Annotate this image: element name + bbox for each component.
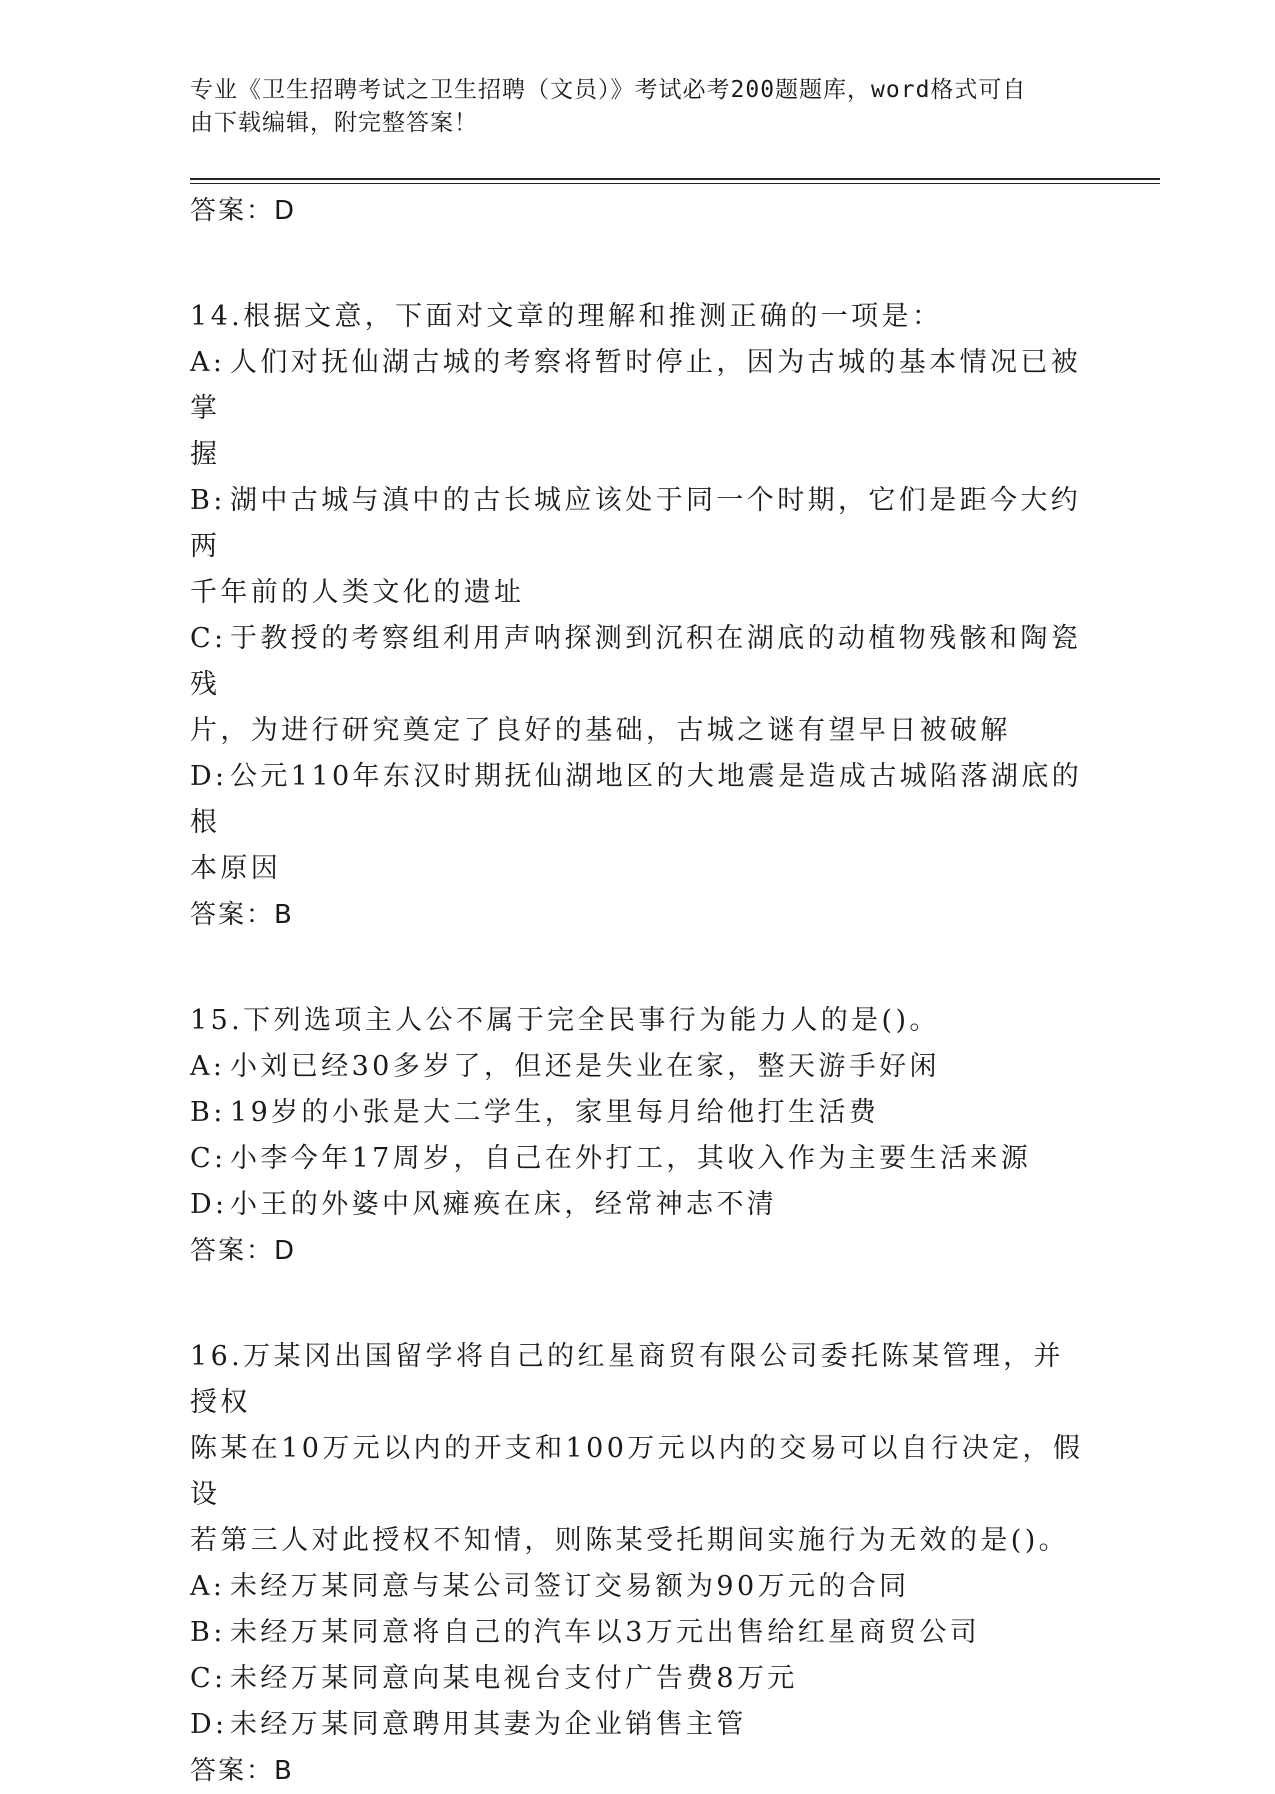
option-label: C: [190,623,227,654]
question-stem: 14.根据文意，下面对文章的理解和推测正确的一项是： [190,301,943,332]
option-label: D: [190,1189,228,1220]
option-text: 公元110年东汉时期抚仙湖地区的大地震是造成古城陷落湖底的根 [190,761,1083,838]
option-text: 小王的外婆中风瘫痪在床，经常神志不清 [230,1189,778,1220]
option-a [190,1564,1090,1610]
option-label: D: [190,1709,228,1740]
option-label: B: [190,1617,226,1648]
option-text: 19岁的小张是大二学生，家里每月给他打生活费 [230,1097,880,1128]
option-b-line-1 [190,478,1090,570]
header-divider [190,178,1160,180]
option-label: A: [190,347,226,378]
option-a-line-2: 握 [190,439,221,470]
option-text: 于教授的考察组利用声呐探测到沉积在湖底的动植物残骸和陶瓷残 [190,623,1082,700]
option-text: 未经万某同意将自己的汽车以3万元出售给红星商贸公司 [230,1617,981,1648]
question-14 [190,294,1090,938]
option-label: B: [190,485,226,516]
option-c [190,1136,1090,1182]
option-d [190,1702,1090,1748]
option-label: C: [190,1663,227,1694]
option-c [190,1656,1090,1702]
question-stem-line-2: 陈某在10万元以内的开支和100万元以内的交易可以自行决定，假设 [190,1433,1084,1510]
previous-answer: 答案：D [190,196,297,226]
document-header [190,74,1070,140]
answer: 答案：B [190,900,294,930]
option-c-line-2: 片，为进行研究奠定了良好的基础，古城之谜有望早日被破解 [190,715,1011,746]
question-stem: 15.下列选项主人公不属于完全民事行为能力人的是()。 [190,1005,940,1036]
option-d [190,1182,1090,1228]
option-text: 湖中古城与滇中的古长城应该处于同一个时期，它们是距今大约两 [190,485,1082,562]
answer: 答案：B [190,1756,294,1786]
option-label: C: [190,1143,227,1174]
option-a [190,1044,1090,1090]
option-label: A: [190,1051,226,1082]
document-body [190,188,1090,1794]
option-label: B: [190,1097,226,1128]
question-16 [190,1334,1090,1794]
option-text: 未经万某同意与某公司签订交易额为90万元的合同 [230,1571,910,1602]
option-label: A: [190,1571,226,1602]
question-stem-line-1: 16.万某冈出国留学将自己的红星商贸有限公司委托陈某管理，并授权 [190,1341,1064,1418]
option-b [190,1610,1090,1656]
option-label: D: [190,761,228,792]
option-a-line-1 [190,340,1090,432]
question-15 [190,998,1090,1274]
option-text: 未经万某同意聘用其妻为企业销售主管 [230,1709,747,1740]
option-d-line-2: 本原因 [190,853,282,884]
answer: 答案：D [190,1236,297,1266]
option-text: 小刘已经30多岁了，但还是失业在家，整天游手好闲 [230,1051,940,1082]
header-line-2: 由下载编辑，附完整答案！ [190,110,478,136]
option-b-line-2: 千年前的人类文化的遗址 [190,577,525,608]
option-b [190,1090,1090,1136]
option-text: 人们对抚仙湖古城的考察将暂时停止，因为古城的基本情况已被掌 [190,347,1082,424]
option-text: 未经万某同意向某电视台支付广告费8万元 [230,1663,798,1694]
option-d-line-1 [190,754,1090,846]
question-stem-line-3: 若第三人对此授权不知情，则陈某受托期间实施行为无效的是()。 [190,1525,1070,1556]
option-c-line-1 [190,616,1090,708]
option-text: 小李今年17周岁，自己在外打工，其收入作为主要生活来源 [230,1143,1032,1174]
header-line-1: 专业《卫生招聘考试之卫生招聘（文员）》考试必考200题题库，word格式可自 [190,77,1027,103]
header-divider-thin [190,183,1160,184]
